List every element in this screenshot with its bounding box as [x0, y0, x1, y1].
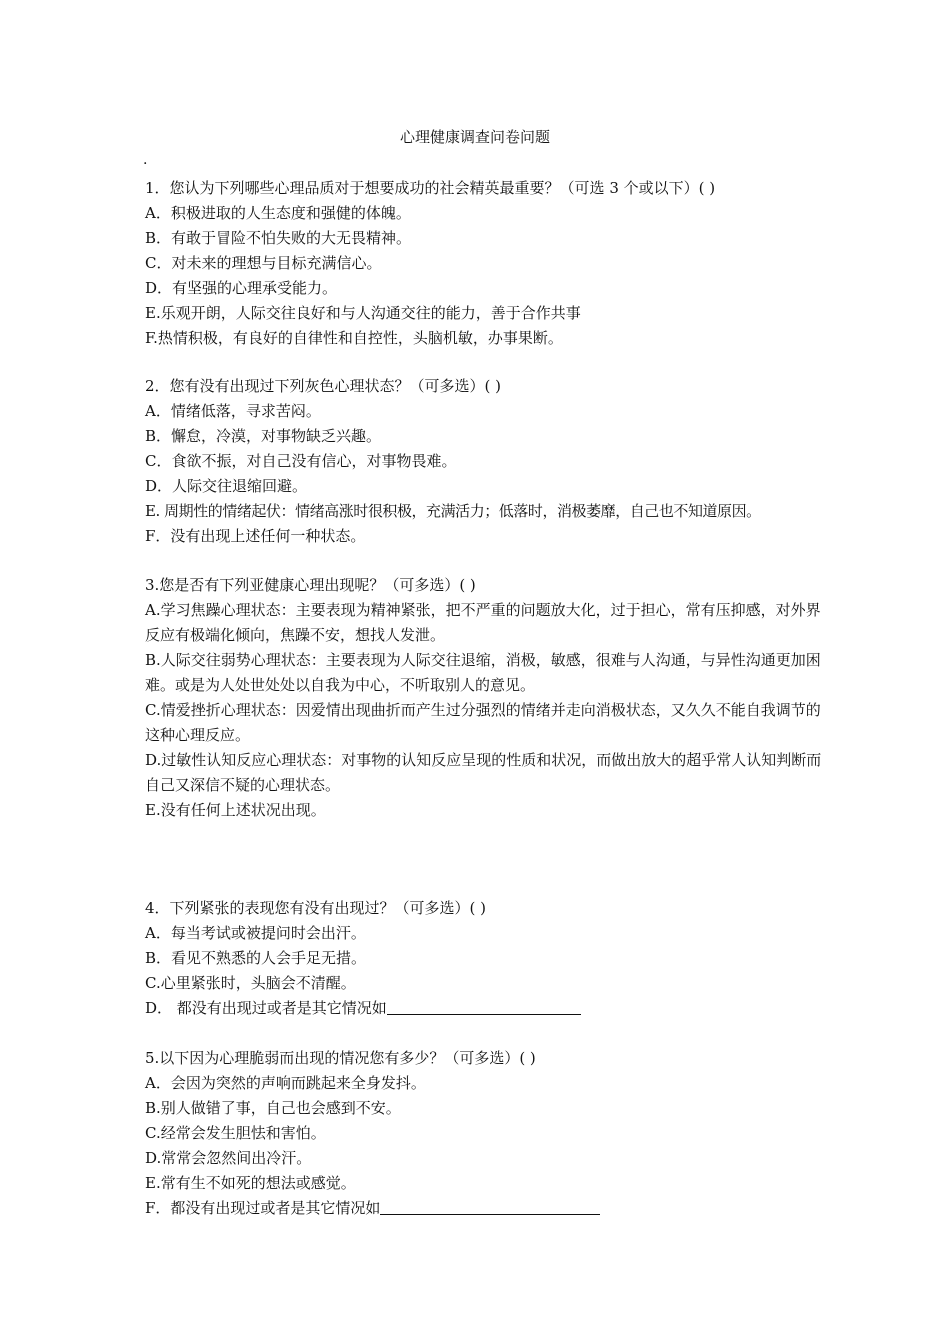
question-2-option-d: D．人际交往退缩回避。 — [145, 477, 308, 495]
question-4-option-b: B．看见不熟悉的人会手足无措。 — [145, 949, 367, 967]
question-1-option-b: B．有敢于冒险不怕失败的大无畏精神。 — [145, 229, 412, 247]
question-5-option-e: E.常有生不如死的想法或感觉。 — [145, 1174, 356, 1192]
question-2-option-a: A．情绪低落，寻求苦闷。 — [145, 402, 321, 420]
question-3-option-d: D.过敏性认知反应心理状态：对事物的认知反应呈现的性质和状况，而做出放大的超乎常人认知判断而自己又深信不疑的心理状态。 — [145, 751, 822, 794]
question-1-text: 1．您认为下列哪些心理品质对于想要成功的社会精英最重要？（可选 3 个或以下）( ) — [145, 179, 716, 197]
question-5-fill-blank[interactable] — [380, 1200, 600, 1215]
question-1 — [145, 176, 825, 351]
question-2-option-e: E. 周期性的情绪起伏：情绪高涨时很积极，充满活力；低落时，消极萎靡，自己也不知道原因。 — [145, 502, 761, 520]
question-2-text: 2．您有没有出现过下列灰色心理状态？（可多选）( ) — [145, 377, 502, 395]
question-3-option-c: C.情爱挫折心理状态：因爱情出现曲折而产生过分强烈的情绪并走向消极状态，又久久不能自我调节的这种心理反应。 — [145, 701, 821, 744]
question-5-option-d: D.常常会忽然间出冷汗。 — [145, 1149, 312, 1167]
question-2-option-c: C．食欲不振，对自己没有信心，对事物畏难。 — [145, 452, 457, 470]
question-1-option-c: C．对未来的理想与目标充满信心。 — [145, 254, 382, 272]
question-3-option-a: A.学习焦躁心理状态：主要表现为精神紧张，把不严重的问题放大化，过于担心，常有压抑感，对外界反应有极端化倾向，焦躁不安，想找人发泄。 — [145, 601, 821, 644]
question-1-option-d: D．有坚强的心理承受能力。 — [145, 279, 338, 297]
question-4-option-a: A．每当考试或被提问时会出汗。 — [145, 924, 366, 942]
question-4-option-d — [145, 996, 825, 1021]
question-3 — [145, 573, 825, 823]
question-4-option-c: C.心里紧张时，头脑会不清醒。 — [145, 974, 356, 992]
question-5-option-f — [145, 1196, 825, 1221]
question-5-option-a: A．会因为突然的声响而跳起来全身发抖。 — [145, 1074, 426, 1092]
question-2-option-b: B．懈怠，冷漠，对事物缺乏兴趣。 — [145, 427, 382, 445]
question-4-fill-blank[interactable] — [387, 1000, 581, 1015]
question-4-option-d-text: D． 都没有出现过或者是其它情况如 — [145, 999, 387, 1017]
document-title: 心理健康调查问卷问题 — [399, 128, 550, 146]
question-1-option-a: A．积极进取的人生态度和强健的体魄。 — [145, 204, 411, 222]
question-3-option-e: E.没有任何上述状况出现。 — [145, 801, 326, 819]
question-5-text: 5.以下因为心理脆弱而出现的情况您有多少？（可多选）( ) — [145, 1049, 536, 1067]
question-3-text: 3.您是否有下列亚健康心理出现呢？（可多选）( ) — [145, 576, 476, 594]
question-5-option-b: B.别人做错了事，自己也会感到不安。 — [145, 1099, 401, 1117]
question-1-option-f: F.热情积极，有良好的自律性和自控性，头脑机敏，办事果断。 — [145, 329, 563, 347]
question-5-option-c: C.经常会发生胆怯和害怕。 — [145, 1124, 326, 1142]
question-5 — [145, 1046, 825, 1221]
question-4 — [145, 896, 825, 1021]
question-1-option-e: E.乐观开朗，人际交往良好和与人沟通交往的能力，善于合作共事 — [145, 304, 581, 322]
stray-dot: . — [143, 152, 148, 168]
question-2 — [145, 374, 825, 549]
question-5-option-f-text: F．都没有出现过或者是其它情况如 — [145, 1199, 381, 1217]
question-2-option-f: F．没有出现上述任何一种状态。 — [145, 527, 366, 545]
question-3-option-b: B.人际交往弱势心理状态：主要表现为人际交往退缩，消极，敏感，很难与人沟通，与异性沟通更加困难。或是为人处世处处以自我为中心，不听取别人的意见。 — [145, 651, 821, 694]
question-4-text: 4．下列紧张的表现您有没有出现过？（可多选）( ) — [145, 899, 487, 917]
